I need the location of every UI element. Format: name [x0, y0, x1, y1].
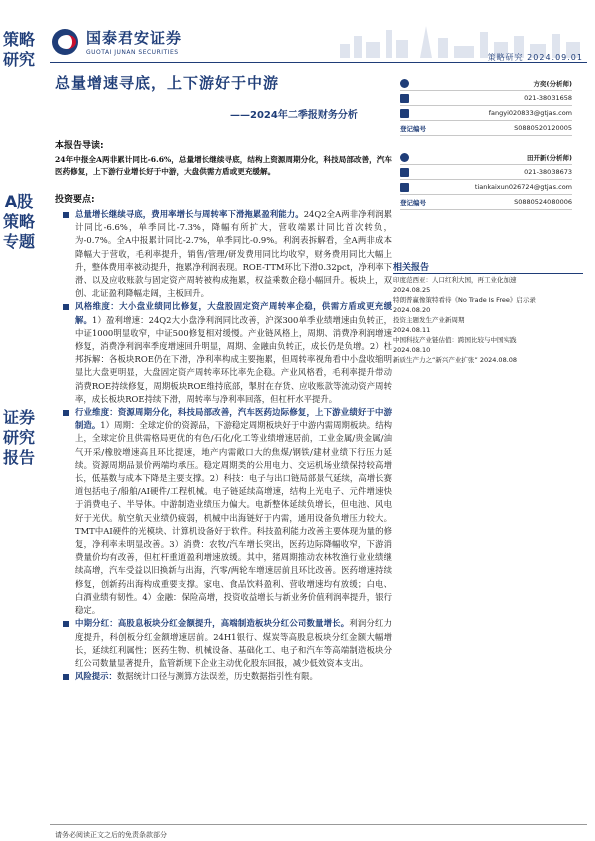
related-report-title[interactable]: 中国科技产业链估值：跨国比较与中国实践: [393, 336, 517, 344]
footer-disclaimer: 请务必阅读正文之后的免责条款部分: [55, 831, 167, 839]
related-report-item[interactable]: [393, 336, 583, 355]
related-report-title[interactable]: 印度范西亚：人口红利大国，再工业化加速: [393, 276, 517, 284]
person-icon: [400, 79, 409, 88]
key-point-lead: 风格维度：大小盘业绩同比修复，大盘股固定资产周转率企稳，供需方盾或更充缓解。: [75, 301, 392, 325]
key-point-lead: 行业维度：资源周期分化，科技局部改善，汽车医药边际修复，上下游业绩好于中游制造。: [75, 407, 392, 431]
related-report-date: 2024.08.20: [393, 305, 431, 314]
registration-number: S0880520120005: [514, 124, 572, 132]
email-icon: [400, 183, 409, 192]
analyst-phone: 021-38038673: [524, 168, 572, 176]
key-point-text: 1）盈利增速：24Q2大小盘净利润同比改善，沪深300单季业绩增速由负转正，中证1000明显收窄，中证500修复相对缓慢。产业链风格上，周期、消费净利润增速修复，消费净利润率季度增速回升明显，周期、金融由负转正，成长仍是负增。2）杜邦拆解：各板块ROE仍在下滑，净利率构成主要拖累，但周转率视角看中小盘收缩明显比大盘更明显，大盘固定资产周转率环比率先企稳。产业风格看，毛利率提升带动消费ROE持续修复，周期板块ROE维持底部，掣肘在存货、应收账款等流动资产周转率，成长板块ROE持续下滑，周转率与净利率回落，但杠杆水平提升。: [75, 314, 393, 404]
related-report-date: 2024.08.25: [393, 285, 431, 294]
related-report-date: 2024.08.10: [393, 345, 431, 354]
key-point-text: 24Q2全A两非净利润累计同比-6.6%，单季同比-7.3%，降幅有所扩大，营收端累计同比首次转负，为-0.7%。全A中报累计同比-2.7%，单季同比-0.9%。利润表拆解看，全A两非成本降幅大于营收，毛利率提升，销售/管理/研发费用同比均收窄，财务费用同比大幅上升，整体费用率被动提升，拖累净利润表现。ROE-TTM环比下滑0.32pct，净利率下滑、以及应收账款与固定资产周转被构成拖累，权益乘数企稳小幅回升。板块上，双创、北证盈利降幅走阔，主板回升。: [75, 209, 392, 299]
registration-number: S0880524080006: [514, 198, 572, 206]
sidebar-report-type: 证券研究报告: [2, 408, 35, 467]
key-point-lead: 总量增长继续寻底，费用率增长与周转率下滑拖累盈利能力。: [75, 209, 304, 219]
registration-label: 登记编号: [400, 124, 426, 133]
phone-icon: [400, 94, 409, 103]
logo-icon: [52, 29, 78, 55]
analyst-name: 方奕(分析师): [533, 79, 572, 88]
key-point-lead: 风险提示：: [75, 671, 117, 682]
key-point: [55, 617, 392, 670]
sidebar: [0, 0, 38, 841]
key-points-label: 投资要点:: [55, 195, 95, 205]
key-point: [55, 406, 392, 617]
key-point: [55, 208, 392, 300]
related-report-title[interactable]: 特朗普赢像策特看待《No Trade Is Free》启示录: [393, 296, 536, 304]
analyst-phone: 021-38031658: [524, 94, 572, 102]
related-report-date: 2024.08.08: [479, 356, 518, 364]
person-icon: [400, 153, 409, 162]
analyst-email[interactable]: tiankaixun026724@gtjas.com: [474, 183, 572, 191]
related-report-item[interactable]: [393, 276, 583, 295]
analyst-card-1: [400, 76, 572, 136]
registration-label: 登记编号: [400, 198, 426, 207]
key-point: [55, 300, 392, 406]
related-report-title[interactable]: 新质生产力之“新兴产业扩张”: [393, 356, 478, 364]
related-report-item[interactable]: [393, 316, 583, 335]
report-subtitle: ——2024年二季报财务分析: [230, 110, 358, 121]
key-point-text: 1）周期：全球定价的资源品，下游稳定周期板块好于中游内需周期板块。结构上，全球定价且供需格局更优的有色/石化/化工等业绩增速居前，工业金属/贵金属/油气开采/橡胶增速高且环比提速，地产内需敞口大的焦煤/钢铁/建材业绩下行压力延续。资源周期品景价两端均承压。稳定周期类的公用电力、交运机场业绩保持较高增长，低基数与成本下降是主要支撑。2）科技：电子与出口链局部景气延续，高增长赛道包括电子/船舶/AI硬件/工程机械。电子链延续高增速，结构上光电子、元件增速快于消费电子、半导体。中游制造业绩压力偏大。电新整体延续负增长，但电池、风电好于光伏。航空航天业绩仍疲弱，机械中出海链好于内需，通用设备负增压力较大。TMT中AI硬件的光模块、计算机设备好于软件。科技盈利能力改善主要体现为量的修复，净利率未明显改善。3）消费：农牧/汽车增长突出，医药边际降幅收窄，下游消费量价均有改善，但杠杆重道盈利增速放缓。其中，猪周期推动农林牧渔行业业绩继续高增，汽车受益以旧换新与出海，汽零/两轮车增速居前且环比改善。医药增速持续修复，创新药出海构成重要支撑。家电、食品饮料盈利、营收增速均有放缓；白电、白酒业绩有韧性。4）金融：保险高增，投资收益增长与新业务价值利润率提升，银行稳定。: [75, 420, 393, 616]
key-point: [55, 670, 392, 683]
related-report-item[interactable]: [393, 296, 583, 315]
category-date: 策略研究 2024.09.01: [487, 53, 583, 62]
footer-divider: [50, 824, 587, 825]
sidebar-category: 策略研究: [2, 30, 35, 69]
analyst-name: 田开新(分析师): [527, 153, 572, 162]
sidebar-topic: A股策略专题: [2, 192, 35, 251]
header-divider: [50, 62, 587, 63]
related-reports-title: 相关报告: [393, 263, 430, 273]
analyst-email[interactable]: fangyi020833@gtjas.com: [488, 109, 572, 117]
analyst-card-2: [400, 150, 572, 210]
email-icon: [400, 109, 409, 118]
related-report-item[interactable]: [393, 356, 583, 366]
guide-label: 本报告导读:: [55, 141, 104, 151]
guide-text: 24年中报全A两非累计同比-6.6%，总量增长继续寻底，结构上资源周期分化，科技局部改善，汽车医药修复，上下游行业增长好于中游，大盘供需方盾或更充缓解。: [55, 155, 392, 176]
related-divider: [393, 273, 583, 274]
related-report-title[interactable]: 投资主题发生产业新周期: [393, 316, 465, 324]
key-points-body: [55, 208, 392, 683]
related-report-date: 2024.08.11: [393, 325, 431, 334]
logo-english-name: GUOTAI JUNAN SECURITIES: [86, 49, 179, 56]
phone-icon: [400, 168, 409, 177]
company-logo: [52, 27, 182, 56]
logo-name: 国泰君安证券: [86, 29, 183, 47]
key-point-lead: 中期分红：高股息板块分红金额提升，高端制造板块分红公司数量增长。: [75, 618, 350, 629]
report-title: 总量增速寻底，上下游好于中游: [55, 74, 280, 92]
key-point-text: 利润分红力度提升，科创板分红金额增速居前。24H1银行、煤炭等高股息板块分红金额大幅增长，延续红利属性；医药生物、机械设备、基础化工、电子和汽车等高端制造板块分红公司数量显著提升，监管新规下企业主动优化股东回报，减少低效资本支出。: [75, 618, 393, 668]
key-point-text: 数据统计口径与测算方法误差，历史数据指引性有限。: [116, 671, 318, 682]
